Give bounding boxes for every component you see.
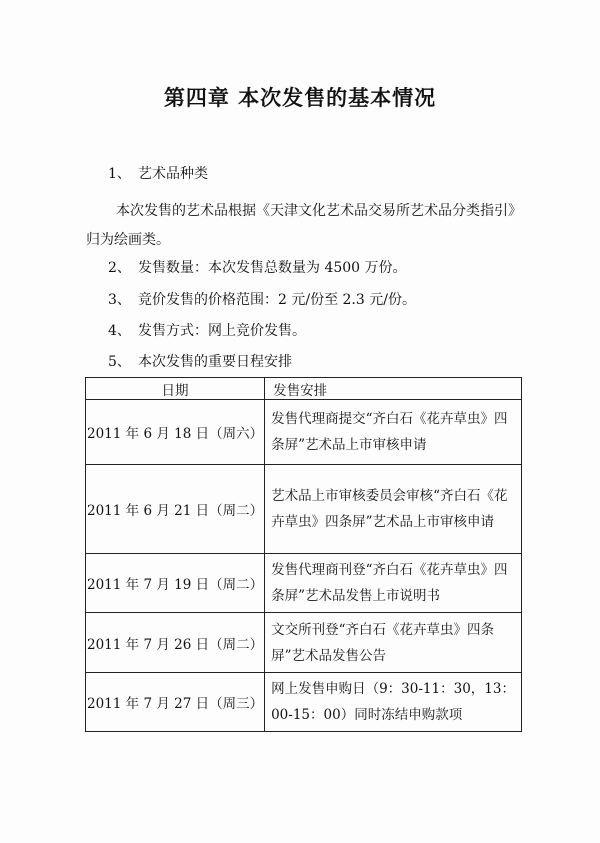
chapter-title: 第四章 本次发售的基本情况 [163,86,437,110]
item-3-number: 3、 [108,292,131,308]
item-4-text: 发售方式：网上竞价发售。 [138,323,306,339]
schedule-table [85,377,522,732]
item-3 [108,290,416,310]
table-header-row [86,378,522,400]
item-5-text: 本次发售的重要日程安排 [138,354,292,370]
item-3-text: 竞价发售的价格范围：2 元/份至 2.3 元/份。 [138,292,416,308]
item-2 [108,258,407,278]
table-row [86,554,522,613]
item-5-number: 5、 [108,354,131,370]
schedule-date-cell: 2011 年 6 月 18 日（周六） [86,400,265,465]
item-1 [108,164,208,184]
item-1-number: 1、 [108,166,131,182]
schedule-date-cell: 2011 年 6 月 21 日（周二） [86,465,265,554]
table-row [86,465,522,554]
schedule-arrangement-cell: 文交所刊登“齐白石《花卉草虫》四条屏”艺术品发售公告 [265,613,522,673]
schedule-date-cell: 2011 年 7 月 26 日（周二） [86,613,265,673]
item-5 [108,352,292,372]
table-row [86,613,522,673]
schedule-arrangement-cell: 网上发售申购日（9：30-11：30，13：00-15：00）同时冻结申购款项 [265,673,522,732]
schedule-arrangement-cell: 艺术品上市审核委员会审核“齐白石《花卉草虫》四条屏”艺术品上市审核申请 [265,465,522,554]
column-header-date: 日期 [86,378,265,400]
schedule-arrangement-cell: 发售代理商刊登“齐白石《花卉草虫》四条屏”艺术品发售上市说明书 [265,554,522,613]
schedule-date-cell: 2011 年 7 月 19 日（周二） [86,554,265,613]
item-2-number: 2、 [108,260,131,276]
schedule-date-cell: 2011 年 7 月 27 日（周三） [86,673,265,732]
column-header-arrangement: 发售安排 [265,378,522,400]
classification-paragraph: 本次发售的艺术品根据《天津文化艺术品交易所艺术品分类指引》归为绘画类。 [86,203,522,248]
table-row [86,400,522,465]
table-row [86,673,522,732]
item-4 [108,321,306,341]
item-4-number: 4、 [108,323,131,339]
schedule-arrangement-cell: 发售代理商提交“齐白石《花卉草虫》四条屏”艺术品上市审核申请 [265,400,522,465]
item-1-text: 艺术品种类 [138,166,208,182]
item-2-text: 发售数量：本次发售总数量为 4500 万份。 [138,260,407,276]
